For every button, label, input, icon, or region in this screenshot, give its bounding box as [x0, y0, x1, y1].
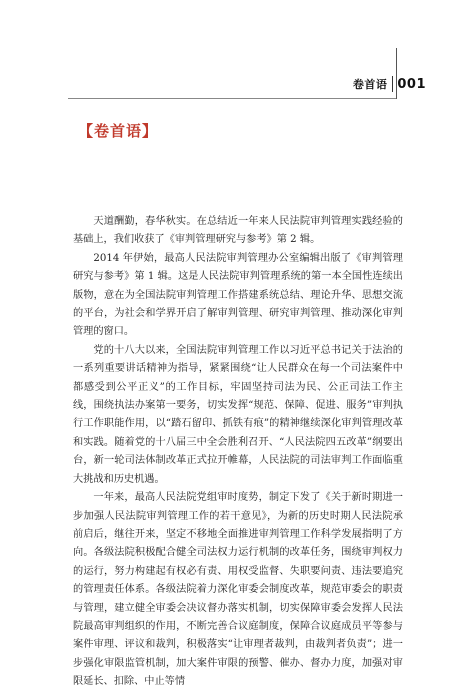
running-head-section: 卷首语 [352, 78, 388, 91]
header-rule [68, 98, 396, 99]
page-number: 001 [397, 76, 426, 92]
chapter-title: 【卷首语】 [78, 122, 159, 140]
body-text [73, 213, 403, 692]
paragraph: 一年来，最高人民法院党组审时度势，制定下发了《关于新时期进一步加强人民法院审判管理工作的若干意见》，为新的历史时期人民法院承前启后，继往开来，坚定不移地全面推进审判管理工作科学发展指明了方向。各级法院积极配合健全司法权力运行机制的改革任务，围绕审判权力的运行，努力构建起有权必有责、用权受监督、失职要问责、违法要追究的管理责任体系。各级法院着力深化审委会制度改革，规范审委会的职责与管理，建立健全审委会决议督办落实机制，切实保障审委会发挥人民法院最高审判组织的作用，不断完善合议庭制度，保障合议庭成员平等参与案件审理、评议和裁判，积极落实“让审理者裁判，由裁判者负责”；进一步强化审限监管机制，加大案件审限的预警、催办、督办力度，加强对审限延长、扣除、中止等情 [73, 492, 403, 688]
running-head-divider [392, 76, 393, 92]
running-head [353, 75, 426, 93]
paragraph: 天道酬勤，春华秋实。在总结近一年来人民法院审判管理实践经验的基础上，我们收获了《审判管理研究与参考》第 2 辑。 [73, 216, 403, 246]
paragraph: 2014 年伊始，最高人民法院审判管理办公室编辑出版了《审判管理研究与参考》第 1 辑。这是人民法院审判管理系统的第一本全国性连续出版物，意在为全国法院审判管理工作搭建系统总结、理论升华、思想交流的平台，为社会和学界开启了解审判管理、研究审判管理、推动深化审判管理的窗口。 [73, 252, 403, 338]
paragraph: 党的十八大以来，全国法院审判管理工作以习近平总书记关于法治的一系列重要讲话精神为指导，紧紧围绕“让人民群众在每一个司法案件中都感受到公平正义”的工作目标，牢固坚持司法为民、公正司法工作主线，围绕执法办案第一要务，切实发挥“规范、保障、促进、服务”审判执行工作职能作用，以“踏石留印、抓铁有痕”的精神继续深化审判管理改革和实践。随着党的十八届三中全会胜利召开、“人民法院四五改革”纲要出台，新一轮司法体制改革正式拉开帷幕，人民法院的司法审判工作面临重大挑战和历史机遇。 [73, 344, 403, 485]
